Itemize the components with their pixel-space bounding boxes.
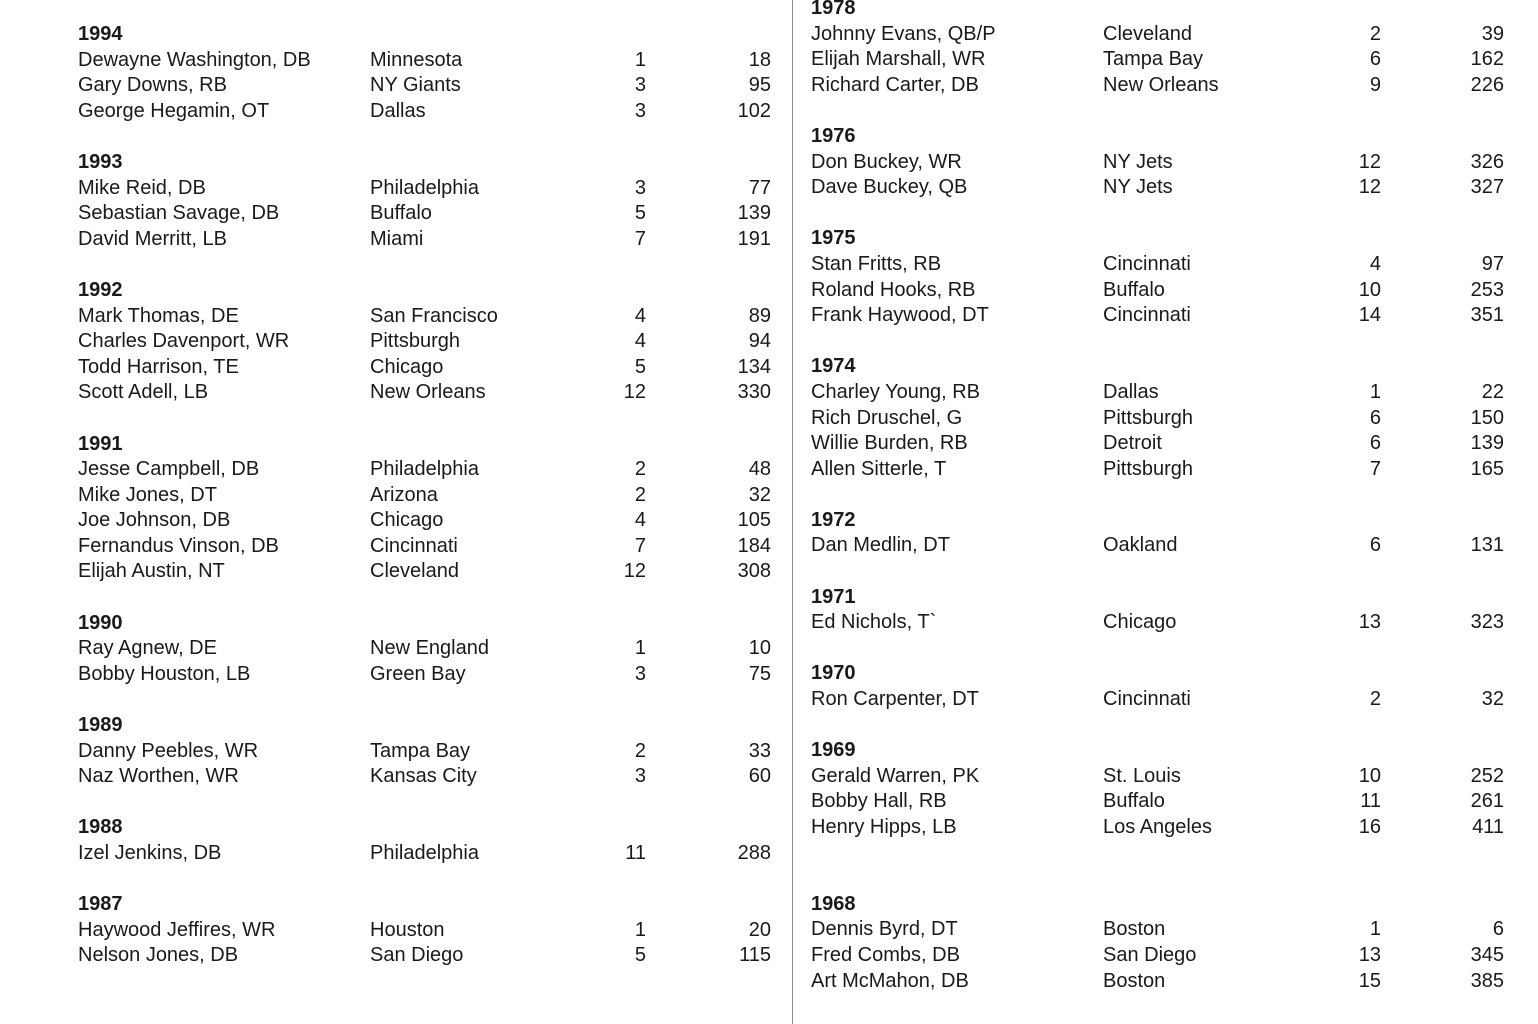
round-number: 2 bbox=[634, 739, 646, 762]
column-divider bbox=[792, 0, 793, 1024]
draft-pick-row bbox=[811, 278, 1511, 304]
draft-pick-row bbox=[811, 687, 1511, 713]
year-label: 1970 bbox=[811, 662, 856, 685]
pick-number: 345 bbox=[1470, 943, 1504, 966]
round-number: 4 bbox=[634, 509, 646, 532]
player-name: Bobby Hall, RB bbox=[811, 790, 947, 813]
pick-number: 252 bbox=[1470, 764, 1504, 787]
round-number: 3 bbox=[634, 765, 646, 788]
player-name: Fernandus Vinson, DB bbox=[78, 534, 279, 557]
team-name: NY Giants bbox=[370, 74, 461, 97]
draft-pick-row bbox=[811, 815, 1511, 841]
player-name: Gerald Warren, PK bbox=[811, 764, 980, 787]
draft-pick-row bbox=[78, 764, 778, 790]
player-name: Frank Haywood, DT bbox=[811, 304, 989, 327]
round-number: 16 bbox=[1358, 816, 1381, 838]
pick-number: 411 bbox=[1472, 816, 1504, 838]
team-name: Cincinnati bbox=[1103, 688, 1191, 711]
player-name: George Hegamin, OT bbox=[78, 99, 270, 122]
round-number: 3 bbox=[634, 99, 646, 122]
round-number: 1 bbox=[634, 637, 646, 660]
pick-number: 48 bbox=[748, 458, 771, 481]
player-name: Stan Fritts, RB bbox=[811, 252, 942, 275]
round-number: 15 bbox=[1358, 969, 1381, 992]
pick-number: 95 bbox=[748, 74, 771, 97]
round-number: 3 bbox=[634, 176, 646, 199]
player-name: Danny Peebles, WR bbox=[78, 739, 259, 762]
player-name: Joe Johnson, DB bbox=[78, 509, 231, 532]
player-name: Dave Buckey, QB bbox=[811, 176, 968, 199]
round-number: 2 bbox=[634, 458, 646, 481]
year-heading bbox=[811, 354, 1511, 380]
team-name: Cincinnati bbox=[1103, 252, 1191, 275]
team-name: NY Jets bbox=[1103, 176, 1173, 199]
team-name: Tampa Bay bbox=[1103, 48, 1204, 71]
round-number: 13 bbox=[1358, 611, 1381, 634]
round-number: 4 bbox=[634, 330, 646, 353]
draft-pick-row bbox=[78, 304, 778, 330]
team-name: Dallas bbox=[370, 99, 426, 122]
player-name: Dewayne Washington, DB bbox=[78, 48, 311, 71]
player-name: Mike Jones, DT bbox=[78, 483, 217, 506]
team-name: Chicago bbox=[370, 355, 444, 378]
pick-number: 22 bbox=[1481, 380, 1504, 403]
draft-pick-row bbox=[811, 406, 1511, 432]
pick-number: 253 bbox=[1470, 278, 1504, 301]
player-name: Johnny Evans, QB/P bbox=[811, 22, 996, 45]
player-name: Charley Young, RB bbox=[811, 380, 981, 403]
pick-number: 115 bbox=[739, 944, 771, 967]
draft-pick-row bbox=[78, 559, 778, 585]
team-name: Philadelphia bbox=[370, 176, 479, 199]
team-name: Boston bbox=[1103, 969, 1166, 992]
team-name: San Diego bbox=[370, 944, 464, 967]
round-number: 3 bbox=[634, 662, 646, 685]
team-name: San Francisco bbox=[370, 304, 498, 327]
player-name: Art McMahon, DB bbox=[811, 969, 969, 992]
player-name: Dan Medlin, DT bbox=[811, 534, 950, 557]
pick-number: 261 bbox=[1470, 790, 1504, 813]
draft-pick-row bbox=[78, 508, 778, 534]
pick-number: 18 bbox=[748, 48, 771, 71]
player-name: Bobby Houston, LB bbox=[78, 662, 251, 685]
player-name: Rich Druschel, G bbox=[811, 406, 963, 429]
team-name: Los Angeles bbox=[1103, 816, 1212, 838]
player-name: Izel Jenkins, DB bbox=[78, 842, 222, 864]
pick-number: 131 bbox=[1470, 534, 1504, 557]
draft-pick-row bbox=[78, 227, 778, 253]
round-number: 6 bbox=[1369, 48, 1381, 71]
round-number: 9 bbox=[1369, 73, 1381, 96]
round-number: 12 bbox=[1358, 176, 1381, 199]
round-number: 7 bbox=[1369, 457, 1381, 480]
draft-pick-row bbox=[811, 789, 1511, 815]
year-label: 1993 bbox=[78, 150, 123, 173]
year-label: 1972 bbox=[811, 508, 856, 531]
draft-pick-row bbox=[78, 48, 778, 74]
draft-pick-row bbox=[78, 918, 778, 944]
draft-pick-row bbox=[78, 355, 778, 381]
year-heading bbox=[78, 713, 778, 739]
draft-pick-row bbox=[811, 150, 1511, 176]
year-heading bbox=[78, 815, 778, 841]
player-name: Fred Combs, DB bbox=[811, 943, 960, 966]
round-number: 1 bbox=[1369, 918, 1381, 941]
round-number: 2 bbox=[1369, 688, 1381, 711]
year-label: 1975 bbox=[811, 227, 856, 250]
year-label: 1989 bbox=[78, 714, 123, 737]
round-number: 7 bbox=[634, 534, 646, 557]
round-number: 5 bbox=[634, 944, 646, 967]
year-heading bbox=[78, 432, 778, 458]
team-name: Pittsburgh bbox=[1103, 457, 1194, 480]
player-name: Sebastian Savage, DB bbox=[78, 202, 280, 225]
team-name: Chicago bbox=[370, 509, 444, 532]
round-number: 5 bbox=[634, 355, 646, 378]
pick-number: 288 bbox=[737, 842, 771, 864]
round-number: 7 bbox=[634, 227, 646, 250]
draft-pick-row bbox=[78, 483, 778, 509]
player-name: Ray Agnew, DE bbox=[78, 637, 217, 660]
round-number: 5 bbox=[634, 202, 646, 225]
team-name: Cincinnati bbox=[370, 534, 458, 557]
year-heading bbox=[78, 22, 778, 48]
player-name: Elijah Austin, NT bbox=[78, 560, 225, 583]
round-number: 11 bbox=[1360, 790, 1381, 813]
team-name: NY Jets bbox=[1103, 150, 1173, 173]
draft-pick-row bbox=[78, 662, 778, 688]
team-name: Houston bbox=[370, 918, 445, 941]
pick-number: 97 bbox=[1481, 252, 1504, 275]
team-name: Buffalo bbox=[1103, 790, 1165, 813]
team-name: Cleveland bbox=[1103, 22, 1192, 45]
draft-pick-row bbox=[811, 943, 1511, 969]
pick-number: 20 bbox=[748, 918, 771, 941]
team-name: Tampa Bay bbox=[370, 739, 471, 762]
pick-number: 89 bbox=[748, 304, 771, 327]
draft-pick-row bbox=[811, 457, 1511, 483]
year-label: 1991 bbox=[78, 432, 123, 455]
pick-number: 191 bbox=[737, 227, 771, 250]
round-number: 3 bbox=[634, 74, 646, 97]
pick-number: 385 bbox=[1470, 969, 1504, 992]
draft-pick-row bbox=[78, 99, 778, 125]
pick-number: 150 bbox=[1470, 406, 1504, 429]
pick-number: 6 bbox=[1492, 918, 1504, 941]
round-number: 6 bbox=[1369, 432, 1381, 455]
player-name: Dennis Byrd, DT bbox=[811, 918, 958, 941]
pick-number: 226 bbox=[1470, 73, 1504, 96]
team-name: Arizona bbox=[370, 483, 438, 506]
year-label: 1969 bbox=[811, 739, 856, 762]
draft-pick-row bbox=[78, 201, 778, 227]
round-number: 4 bbox=[1369, 252, 1381, 275]
draft-pick-row bbox=[78, 739, 778, 765]
team-name: St. Louis bbox=[1103, 764, 1181, 787]
player-name: Roland Hooks, RB bbox=[811, 278, 976, 301]
team-name: Green Bay bbox=[370, 662, 466, 685]
year-label: 1971 bbox=[811, 585, 856, 608]
pick-number: 10 bbox=[748, 637, 771, 660]
year-heading bbox=[78, 150, 778, 176]
pick-number: 39 bbox=[1481, 22, 1504, 45]
team-name: Philadelphia bbox=[370, 458, 479, 481]
pick-number: 323 bbox=[1470, 611, 1504, 634]
draft-pick-row bbox=[811, 252, 1511, 278]
draft-pick-row bbox=[811, 431, 1511, 457]
team-name: Pittsburgh bbox=[370, 330, 461, 353]
year-heading bbox=[811, 124, 1511, 150]
player-name: Ed Nichols, T` bbox=[811, 611, 937, 634]
pick-number: 139 bbox=[737, 202, 771, 225]
pick-number: 134 bbox=[737, 355, 771, 378]
year-heading bbox=[811, 585, 1511, 611]
draft-pick-row bbox=[78, 534, 778, 560]
pick-number: 326 bbox=[1470, 150, 1504, 173]
team-name: Boston bbox=[1103, 918, 1166, 941]
player-name: Jesse Campbell, DB bbox=[78, 458, 260, 481]
player-name: Willie Burden, RB bbox=[811, 432, 968, 455]
team-name: Buffalo bbox=[1103, 278, 1165, 301]
draft-pick-row bbox=[811, 47, 1511, 73]
draft-pick-row bbox=[78, 176, 778, 202]
player-name: Ron Carpenter, DT bbox=[811, 688, 979, 711]
year-heading bbox=[78, 611, 778, 637]
player-name: Allen Sitterle, T bbox=[811, 457, 947, 480]
year-label: 1990 bbox=[78, 611, 123, 634]
pick-number: 32 bbox=[748, 483, 771, 506]
year-label: 1974 bbox=[811, 355, 856, 378]
player-name: Naz Worthen, WR bbox=[78, 765, 239, 788]
draft-pick-row bbox=[811, 175, 1511, 201]
year-label: 1968 bbox=[811, 892, 856, 915]
team-name: Oakland bbox=[1103, 534, 1178, 557]
team-name: Pittsburgh bbox=[1103, 406, 1194, 429]
year-heading bbox=[811, 226, 1511, 252]
team-name: Chicago bbox=[1103, 611, 1177, 634]
player-name: Nelson Jones, DB bbox=[78, 944, 239, 967]
round-number: 12 bbox=[1358, 150, 1381, 173]
team-name: New Orleans bbox=[370, 381, 486, 404]
year-label: 1978 bbox=[811, 0, 856, 19]
player-name: Haywood Jeffires, WR bbox=[78, 918, 276, 941]
round-number: 10 bbox=[1358, 764, 1381, 787]
player-name: David Merritt, LB bbox=[78, 227, 227, 250]
player-name: Elijah Marshall, WR bbox=[811, 48, 986, 71]
team-name: Buffalo bbox=[370, 202, 432, 225]
pick-number: 33 bbox=[748, 739, 771, 762]
pick-number: 184 bbox=[737, 534, 771, 557]
team-name: Dallas bbox=[1103, 380, 1159, 403]
player-name: Richard Carter, DB bbox=[811, 73, 979, 96]
team-name: New Orleans bbox=[1103, 73, 1219, 96]
year-label: 1976 bbox=[811, 124, 856, 147]
pick-number: 162 bbox=[1470, 48, 1504, 71]
draft-pick-row bbox=[78, 329, 778, 355]
year-heading bbox=[811, 661, 1511, 687]
draft-pick-row bbox=[78, 943, 778, 969]
pick-number: 165 bbox=[1470, 457, 1504, 480]
draft-pick-row bbox=[811, 917, 1511, 943]
pick-number: 308 bbox=[737, 560, 771, 583]
round-number: 4 bbox=[634, 304, 646, 327]
draft-pick-row bbox=[811, 380, 1511, 406]
pick-number: 330 bbox=[737, 381, 771, 404]
team-name: Kansas City bbox=[370, 765, 477, 788]
draft-pick-row bbox=[811, 22, 1511, 48]
team-name: Minnesota bbox=[370, 48, 463, 71]
team-name: Philadelphia bbox=[370, 842, 479, 864]
round-number: 12 bbox=[623, 560, 646, 583]
year-label: 1988 bbox=[78, 816, 123, 839]
year-heading bbox=[811, 0, 1511, 22]
round-number: 2 bbox=[634, 483, 646, 506]
round-number: 2 bbox=[1369, 22, 1381, 45]
draft-pick-row bbox=[811, 533, 1511, 559]
team-name: New England bbox=[370, 637, 489, 660]
year-heading bbox=[78, 892, 778, 918]
draft-pick-row bbox=[78, 73, 778, 99]
player-name: Mike Reid, DB bbox=[78, 176, 206, 199]
team-name: Detroit bbox=[1103, 432, 1162, 455]
right-draft-column bbox=[811, 0, 1511, 994]
year-heading bbox=[811, 508, 1511, 534]
draft-pick-row bbox=[78, 636, 778, 662]
round-number: 6 bbox=[1369, 406, 1381, 429]
round-number: 1 bbox=[1369, 380, 1381, 403]
round-number: 11 bbox=[625, 842, 646, 864]
team-name: Miami bbox=[370, 227, 424, 250]
draft-pick-row bbox=[811, 610, 1511, 636]
pick-number: 351 bbox=[1470, 304, 1504, 327]
pick-number: 75 bbox=[748, 662, 771, 685]
year-label: 1994 bbox=[78, 23, 123, 45]
round-number: 13 bbox=[1358, 943, 1381, 966]
draft-pick-row bbox=[78, 457, 778, 483]
year-label: 1987 bbox=[78, 893, 123, 916]
pick-number: 60 bbox=[748, 765, 771, 788]
year-label: 1992 bbox=[78, 278, 123, 301]
player-name: Gary Downs, RB bbox=[78, 74, 227, 97]
player-name: Mark Thomas, DE bbox=[78, 304, 239, 327]
pick-number: 94 bbox=[748, 330, 771, 353]
player-name: Todd Harrison, TE bbox=[78, 355, 239, 378]
left-draft-column bbox=[78, 0, 778, 969]
year-heading bbox=[811, 892, 1511, 918]
draft-pick-row bbox=[78, 841, 778, 867]
player-name: Scott Adell, LB bbox=[78, 381, 209, 404]
draft-pick-row bbox=[811, 969, 1511, 995]
draft-pick-row bbox=[811, 73, 1511, 99]
player-name: Don Buckey, WR bbox=[811, 150, 962, 173]
draft-pick-row bbox=[78, 380, 778, 406]
round-number: 14 bbox=[1358, 304, 1381, 327]
round-number: 1 bbox=[634, 918, 646, 941]
pick-number: 77 bbox=[748, 176, 771, 199]
draft-pick-row bbox=[811, 303, 1511, 329]
player-name: Charles Davenport, WR bbox=[78, 330, 290, 353]
team-name: Cleveland bbox=[370, 560, 459, 583]
year-heading bbox=[811, 738, 1511, 764]
round-number: 12 bbox=[623, 381, 646, 404]
team-name: San Diego bbox=[1103, 943, 1197, 966]
player-name: Henry Hipps, LB bbox=[811, 816, 957, 838]
year-heading bbox=[78, 278, 778, 304]
round-number: 6 bbox=[1369, 534, 1381, 557]
pick-number: 327 bbox=[1470, 176, 1504, 199]
pick-number: 32 bbox=[1481, 688, 1504, 711]
round-number: 1 bbox=[634, 48, 646, 71]
pick-number: 105 bbox=[737, 509, 771, 532]
round-number: 10 bbox=[1358, 278, 1381, 301]
team-name: Cincinnati bbox=[1103, 304, 1191, 327]
pick-number: 139 bbox=[1470, 432, 1504, 455]
pick-number: 102 bbox=[737, 99, 771, 122]
draft-pick-row bbox=[811, 764, 1511, 790]
